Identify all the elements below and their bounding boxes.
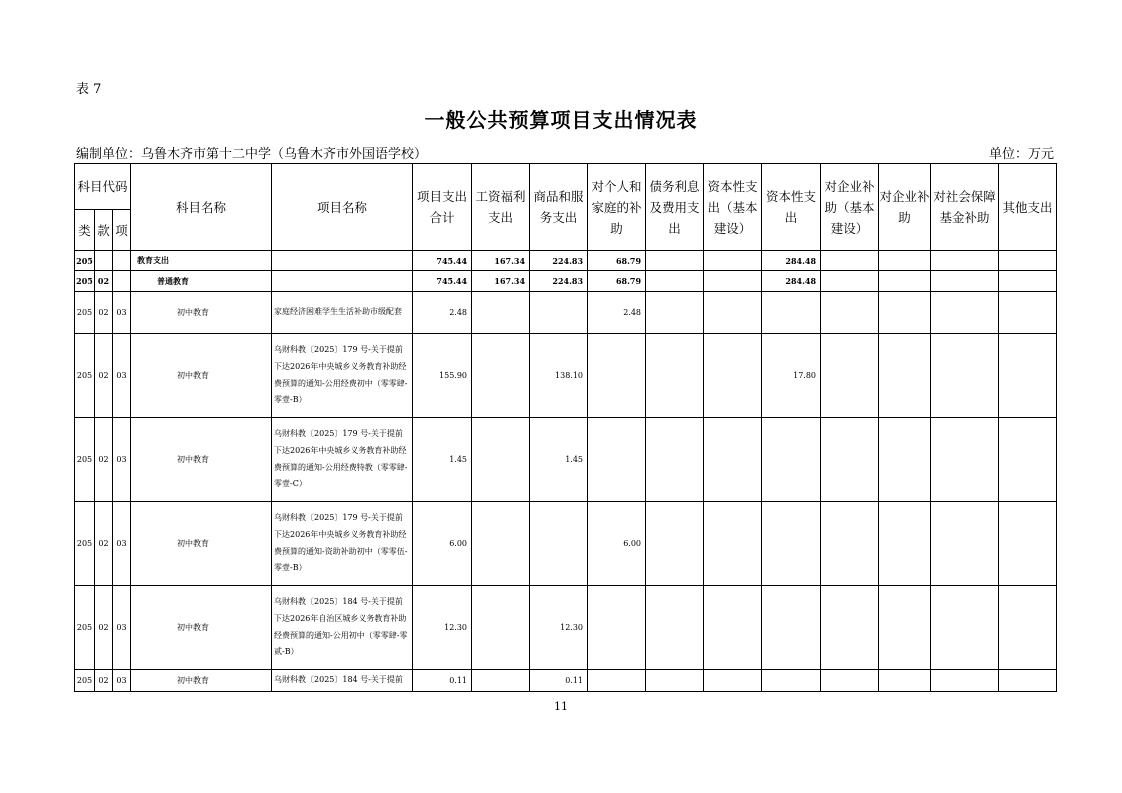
- cell-capital-basic: [704, 670, 762, 692]
- cell-capital-basic: [704, 502, 762, 586]
- table-row: [75, 251, 1057, 271]
- cell-total: 0.11: [413, 670, 472, 692]
- cell-xiang: [113, 251, 131, 271]
- header-project-name: 项目名称: [272, 164, 413, 251]
- page-number: 11: [554, 700, 568, 713]
- cell-project-name: 乌财科教〔2025〕179 号-关于提前下达2026年中央城乡义务教育补助经费预算的通知-公用经费特教（零零肆-零壹-C）: [272, 418, 413, 502]
- cell-debt: [646, 251, 704, 271]
- cell-subject-name: 初中教育: [131, 292, 272, 334]
- cell-personal: [588, 586, 646, 670]
- cell-kuan: [95, 251, 113, 271]
- cell-capital: [762, 670, 821, 692]
- cell-kuan: 02: [95, 271, 113, 292]
- cell-goods: 138.10: [530, 334, 588, 418]
- cell-subject-name: 初中教育: [131, 670, 272, 692]
- cell-debt: [646, 502, 704, 586]
- header-capital-basic: 资本性支出（基本建设）: [704, 164, 762, 251]
- table-row: [75, 418, 1057, 502]
- cell-total: 1.45: [413, 418, 472, 502]
- table-row: [75, 271, 1057, 292]
- cell-capital-basic: [704, 251, 762, 271]
- cell-other: [999, 418, 1057, 502]
- cell-lei: 205: [75, 334, 95, 418]
- cell-wage: [472, 502, 530, 586]
- cell-personal: [588, 418, 646, 502]
- cell-debt: [646, 670, 704, 692]
- table-row: [75, 292, 1057, 334]
- cell-enterprise: [879, 502, 931, 586]
- cell-capital: [762, 418, 821, 502]
- cell-debt: [646, 271, 704, 292]
- cell-capital-basic: [704, 271, 762, 292]
- cell-lei: 205: [75, 670, 95, 692]
- cell-kuan: 02: [95, 334, 113, 418]
- cell-other: [999, 271, 1057, 292]
- cell-enterprise: [879, 271, 931, 292]
- project-expenditure-table: [74, 163, 1057, 692]
- cell-other: [999, 292, 1057, 334]
- cell-personal: 2.48: [588, 292, 646, 334]
- cell-other: [999, 586, 1057, 670]
- cell-project-name: 乌财科教〔2025〕184 号-关于提前下达2026年自治区城乡义务教育补助经费预算的通知-公用初中（零零肆-零贰-B）: [272, 586, 413, 670]
- cell-social: [931, 251, 999, 271]
- cell-capital: [762, 292, 821, 334]
- cell-other: [999, 670, 1057, 692]
- cell-project-name: 家庭经济困难学生生活补助市级配套: [272, 292, 413, 334]
- cell-xiang: 03: [113, 502, 131, 586]
- cell-capital-basic: [704, 292, 762, 334]
- table-row: [75, 502, 1057, 586]
- cell-enterprise-basic: [821, 502, 879, 586]
- cell-subject-name: 普通教育: [131, 271, 272, 292]
- cell-goods: 224.83: [530, 271, 588, 292]
- cell-social: [931, 586, 999, 670]
- cell-total: 12.30: [413, 586, 472, 670]
- cell-other: [999, 251, 1057, 271]
- cell-personal: [588, 334, 646, 418]
- header-total: 项目支出合计: [413, 164, 472, 251]
- cell-wage: 167.34: [472, 271, 530, 292]
- cell-enterprise-basic: [821, 292, 879, 334]
- cell-goods: 0.11: [530, 670, 588, 692]
- cell-enterprise: [879, 292, 931, 334]
- cell-total: 155.90: [413, 334, 472, 418]
- cell-enterprise: [879, 334, 931, 418]
- cell-kuan: 02: [95, 502, 113, 586]
- cell-capital: 284.48: [762, 251, 821, 271]
- cell-enterprise-basic: [821, 334, 879, 418]
- table-row: [75, 586, 1057, 670]
- cell-goods: 224.83: [530, 251, 588, 271]
- cell-social: [931, 271, 999, 292]
- currency-unit: 单位：万元: [988, 147, 1054, 162]
- header-code-group: 科目代码: [75, 164, 131, 210]
- page-title: 一般公共预算项目支出情况表: [424, 108, 698, 132]
- header-goods: 商品和服务支出: [530, 164, 588, 251]
- header-subject-name: 科目名称: [131, 164, 272, 251]
- cell-project-name: [272, 251, 413, 271]
- compiling-unit: 编制单位：乌鲁木齐市第十二中学（乌鲁木齐市外国语学校）: [76, 147, 428, 162]
- cell-debt: [646, 292, 704, 334]
- cell-wage: [472, 670, 530, 692]
- cell-subject-name: 初中教育: [131, 586, 272, 670]
- cell-wage: [472, 418, 530, 502]
- header-social: 对社会保障基金补助: [931, 164, 999, 251]
- cell-goods: [530, 502, 588, 586]
- cell-subject-name: 初中教育: [131, 502, 272, 586]
- cell-total: 2.48: [413, 292, 472, 334]
- header-debt: 债务利息及费用支出: [646, 164, 704, 251]
- cell-other: [999, 334, 1057, 418]
- cell-enterprise: [879, 251, 931, 271]
- cell-kuan: 02: [95, 418, 113, 502]
- cell-lei: 205: [75, 251, 95, 271]
- table-row: [75, 334, 1057, 418]
- cell-xiang: 03: [113, 334, 131, 418]
- cell-wage: 167.34: [472, 251, 530, 271]
- header-other: 其他支出: [999, 164, 1057, 251]
- cell-enterprise: [879, 670, 931, 692]
- cell-xiang: 03: [113, 670, 131, 692]
- cell-social: [931, 418, 999, 502]
- cell-social: [931, 334, 999, 418]
- header-kuan: 款: [95, 210, 113, 251]
- cell-project-name: 乌财科教〔2025〕179 号-关于提前下达2026年中央城乡义务教育补助经费预算的通知-公用经费初中（零零肆-零壹-B）: [272, 334, 413, 418]
- cell-wage: [472, 292, 530, 334]
- cell-enterprise: [879, 586, 931, 670]
- cell-enterprise-basic: [821, 418, 879, 502]
- cell-lei: 205: [75, 502, 95, 586]
- cell-goods: 12.30: [530, 586, 588, 670]
- cell-capital: [762, 586, 821, 670]
- cell-lei: 205: [75, 586, 95, 670]
- cell-subject-name: 初中教育: [131, 334, 272, 418]
- header-wage: 工资福利支出: [472, 164, 530, 251]
- cell-xiang: 03: [113, 292, 131, 334]
- cell-enterprise: [879, 418, 931, 502]
- cell-lei: 205: [75, 271, 95, 292]
- cell-social: [931, 292, 999, 334]
- cell-subject-name: 教育支出: [131, 251, 272, 271]
- cell-personal: 6.00: [588, 502, 646, 586]
- cell-personal: 68.79: [588, 251, 646, 271]
- header-lei: 类: [75, 210, 95, 251]
- table-tag: 表 7: [76, 82, 102, 97]
- cell-enterprise-basic: [821, 271, 879, 292]
- header-personal: 对个人和家庭的补助: [588, 164, 646, 251]
- cell-subject-name: 初中教育: [131, 418, 272, 502]
- cell-capital-basic: [704, 418, 762, 502]
- cell-enterprise-basic: [821, 251, 879, 271]
- cell-lei: 205: [75, 292, 95, 334]
- cell-xiang: 03: [113, 586, 131, 670]
- cell-goods: 1.45: [530, 418, 588, 502]
- cell-personal: 68.79: [588, 271, 646, 292]
- cell-debt: [646, 334, 704, 418]
- table-row: [75, 670, 1057, 692]
- cell-kuan: 02: [95, 586, 113, 670]
- cell-total: 6.00: [413, 502, 472, 586]
- cell-capital: [762, 502, 821, 586]
- header-enterprise: 对企业补助: [879, 164, 931, 251]
- header-capital: 资本性支出: [762, 164, 821, 251]
- cell-wage: [472, 586, 530, 670]
- cell-wage: [472, 334, 530, 418]
- cell-total: 745.44: [413, 271, 472, 292]
- cell-other: [999, 502, 1057, 586]
- cell-personal: [588, 670, 646, 692]
- cell-kuan: 02: [95, 670, 113, 692]
- header-enterprise-basic: 对企业补助（基本建设）: [821, 164, 879, 251]
- cell-project-name: 乌财科教〔2025〕184 号-关于提前: [272, 670, 413, 692]
- cell-project-name: [272, 271, 413, 292]
- cell-xiang: 03: [113, 418, 131, 502]
- header-xiang: 项: [113, 210, 131, 251]
- cell-capital: 284.48: [762, 271, 821, 292]
- cell-xiang: [113, 271, 131, 292]
- cell-social: [931, 670, 999, 692]
- cell-project-name: 乌财科教〔2025〕179 号-关于提前下达2026年中央城乡义务教育补助经费预算的通知-资助补助初中（零零伍-零壹-B）: [272, 502, 413, 586]
- cell-social: [931, 502, 999, 586]
- cell-capital-basic: [704, 586, 762, 670]
- cell-enterprise-basic: [821, 670, 879, 692]
- cell-goods: [530, 292, 588, 334]
- cell-capital-basic: [704, 334, 762, 418]
- cell-kuan: 02: [95, 292, 113, 334]
- cell-debt: [646, 418, 704, 502]
- cell-debt: [646, 586, 704, 670]
- cell-total: 745.44: [413, 251, 472, 271]
- cell-enterprise-basic: [821, 586, 879, 670]
- cell-capital: 17.80: [762, 334, 821, 418]
- cell-lei: 205: [75, 418, 95, 502]
